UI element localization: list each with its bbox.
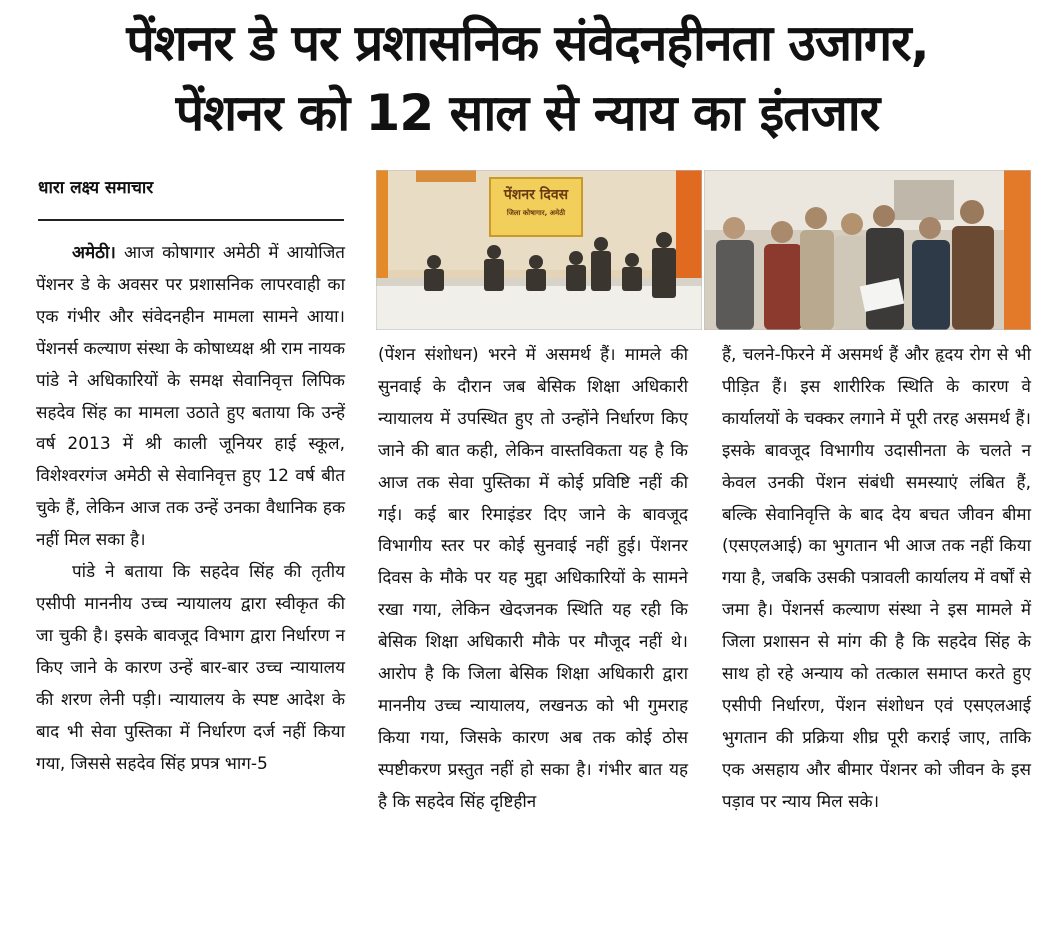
banner-subtitle: जिला कोषागार, अमेठी [506,209,566,217]
article-paragraph-3: (पेंशन संशोधन) भरने में असमर्थ हैं। मामले की सुनवाई के दौरान जब बेसिक शिक्षा अधिकारी न्यायालय में उपस्थित हुए तो उन्होंने निर्धारण किए जाने की बात कही, लेकिन वास्तविकता यह है कि आज तक सेवा पुस्तिका में कोई प्रविष्टि नहीं की गई। कई बार रिमाइंडर दिए जाने के बावजूद विभागीय स्तर पर कोई सुनवाई नहीं हुई। पेंशनर दिवस के मौके पर यह मुद्दा अधिकारियों के सामने रखा गया, लेकिन खेदजनक स्थिति यह रही कि बेसिक शिक्षा अधिकारी मौके पर मौजूद नहीं थे। आरोप है कि जिला बेसिक शिक्षा अधिकारी द्वारा माननीय उच्च न्यायालय, लखनऊ को भी गुमराह किया गया, जिसके कारण अब तक कोई ठोस स्पष्टीकरण प्रस्तुत नहीं हो सका है। गंभीर बात यह है कि सहदेव सिंह दृष्टिहीन [378,345,688,812]
paragraph-1-text: आज कोषागार अमेठी में आयोजित पेंशनर डे के अवसर पर प्रशासनिक लापरवाही का एक गंभीर और संवेदनहीन मामला सामने आया। पेंशनर्स कल्याण संस्था के कोषाध्यक्ष श्री राम नायक पांडे ने अधिकारियों के समक्ष सेवानिवृत्त लिपिक सहदेव सिंह का मामला उठाते हुए बताया कि उन्हें वर्ष 2013 में श्री काली जूनियर हाई स्कूल, विशेश्वरगंज अमेठी से सेवानिवृत्त हुए 12 वर्ष बीत चुके हैं, लेकिन आज तक उन्हें उनका वैधानिक हक नहीं मिल सका है। [36,243,346,551]
photo-memorandum-handover [704,170,1031,330]
article-column-2 [378,340,688,819]
dateline: अमेठी। [72,243,116,263]
headline-line-2: पेंशनर को 12 साल से न्याय का इंतजार [175,84,880,142]
banner-title: पेंशनर दिवस [503,187,569,203]
stage-photo-illustration [376,170,702,330]
article-paragraph-2: पांडे ने बताया कि सहदेव सिंह की तृतीय एसीपी माननीय उच्च न्यायालय द्वारा स्वीकृत की जा चुकी है। इसके बावजूद विभाग द्वारा निर्धारण न किए जाने के कारण उन्हें बार-बार उच्च न्यायालय की शरण लेनी पड़ी। न्यायालय के स्पष्ट आदेश के बाद भी सेवा पुस्तिका में निर्धारण दर्ज नहीं किया गया, जिससे सहदेव सिंह प्रपत्र भाग-5 [36,562,345,774]
byline: धारा लक्ष्य समाचार [38,178,154,198]
article-column-1 [36,238,345,780]
article-paragraph-1 [36,238,345,557]
article-paragraph-4: हैं, चलने-फिरने में असमर्थ हैं और हृदय रोग से भी पीड़ित हैं। इस शारीरिक स्थिति के कारण वे कार्यालयों के चक्कर लगाने में पूरी तरह असमर्थ हैं। इसके बावजूद विभागीय उदासीनता के चलते न केवल उनकी पेंशन संबंधी समस्याएं लंबित हैं, बल्कि सेवानिवृत्ति के बाद देय बचत जीवन बीमा (एसएलआई) का भुगतान भी आज तक नहीं किया गया है, जबकि उसकी पत्रावली कार्यालय में वर्षों से जमा है। पेंशनर्स कल्याण संस्था ने इस मामले में जिला प्रशासन से मांग की है कि सहदेव सिंह के साथ हो रहे अन्याय को तत्काल समाप्त करते हुए एसीपी निर्धारण, पेंशन संशोधन एवं एसएलआई भुगतान की प्रक्रिया शीघ्र पूरी कराई जाए, ताकि एक असहाय और बीमार पेंशनर को जीवन के इस पड़ाव पर न्याय मिल सके। [722,345,1031,812]
article-column-3 [722,340,1031,819]
photo-stage-event [376,170,702,330]
byline-divider [38,219,344,221]
headline-line-1: पेंशनर डे पर प्रशासनिक संवेदनहीनता उजागर, [126,14,929,72]
headline [0,8,1055,148]
group-photo-illustration [704,170,1031,330]
